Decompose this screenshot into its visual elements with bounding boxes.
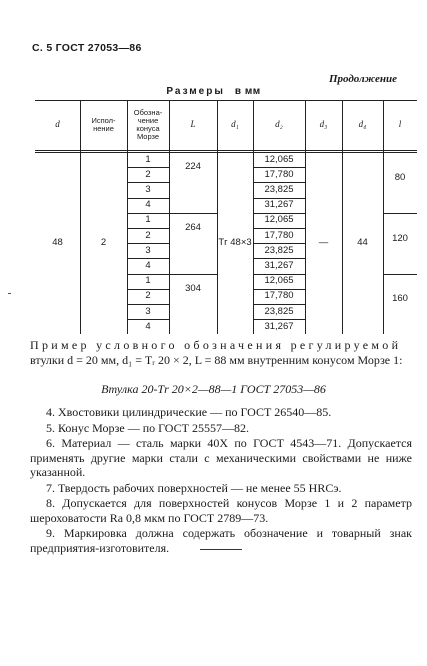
table-header-rule [35,150,417,151]
cell-d2: 12,065 [264,214,294,226]
cell-L: 224 [185,161,201,173]
cell-d2: 23,825 [264,184,294,195]
cell-d2: 31,267 [264,260,294,271]
cell-d2: 17,780 [264,168,294,180]
l-group-rule [383,213,417,214]
cell-d4: 44 [357,237,368,249]
cell-d2: 31,267 [264,199,294,211]
cell-morse: 2 [145,229,151,241]
cell-L: 304 [185,282,201,294]
cell-morse: 4 [145,199,151,211]
header-L: L [190,119,196,130]
cell-L: 264 [185,222,201,233]
cell-morse: 3 [145,184,151,195]
cell-d2: 17,780 [264,229,294,241]
example-body: втулки d = 20 мм, d₁ = Tᵣ 20 × 2, L = 88 мм внутренним конусом Морзе 1: [30,352,403,367]
requirement-item: 9. Маркировка должна содержать обозначение и товарный знак предприятия-изготовителя. [30,526,412,555]
header-d3: d₃ [319,119,328,130]
requirement-item: 4. Хвостовики цилиндрические — по ГОСТ 26540—85. [46,405,332,419]
cell-morse: 2 [145,168,151,180]
header-d2: d₂ [275,119,283,130]
header-d1: d₁ [231,119,239,130]
cell-l: 120 [392,232,408,244]
requirement-item: 8. Допускается для поверхностей конусов Морзе 1 и 2 параметр шероховатости Ra 0,8 мкм по ГОСТ 2789—73. [30,496,412,525]
cell-d1: Тг 48×3 [218,237,252,249]
cell-morse: 3 [145,305,151,317]
requirement-item: 5. Конус Морзе — по ГОСТ 25557—82. [46,420,249,435]
designation: Втулка 20-Тr 20×2—88—1 ГОСТ 27053—86 [101,382,326,396]
requirement-item: 7. Твердость рабочих поверхностей — не менее 55 HRCэ. [46,480,342,495]
cell-d: 48 [52,237,63,249]
dimensions-title [0,86,427,97]
cell-morse: 1 [145,153,151,165]
header-variant: Испол- нение [91,116,116,133]
cell-d2: 12,065 [264,153,294,165]
header-d: d [55,119,60,130]
cell-morse: 2 [145,290,151,302]
page-header: С. 5 ГОСТ 27053—86 [32,42,142,54]
cell-morse: 3 [145,244,151,256]
header-d4: d₄ [358,119,367,130]
cell-d2: 23,825 [264,305,294,317]
dimensions-table [35,100,417,332]
cell-morse: 1 [145,214,151,226]
l-group-rule [383,274,417,275]
cell-l: 160 [392,293,408,305]
cell-l: 80 [394,171,406,183]
cell-morse: 4 [145,320,151,332]
example-paragraph [30,338,410,367]
cell-d2: 23,825 [264,244,294,256]
requirement-item: 6. Материал — сталь марки 40Х по ГОСТ 4543—71. Допускается применять другие марки стали с механическими свойствами не ниже указанной. [30,436,412,479]
cell-d2: 12,065 [264,275,294,287]
continued-label: Продолжение [328,73,397,85]
cell-d3: — [318,237,329,249]
cell-d2: 31,267 [264,320,294,332]
cell-d2: 17,780 [264,290,294,302]
end-rule [200,549,242,550]
requirements-list [30,405,412,556]
margin-tick [8,293,11,294]
cell-morse: 4 [145,260,151,271]
example-lead: Пример условного обозначения регулируемой [30,338,402,352]
dimensions-unit: в мм [234,86,261,97]
header-l: l [398,119,402,130]
dimensions-title-text: Размеры [166,86,225,97]
cell-morse: 1 [145,275,151,287]
cell-variant: 2 [100,237,107,249]
header-morse: Обозна- чение конуса Морзе [133,108,163,141]
